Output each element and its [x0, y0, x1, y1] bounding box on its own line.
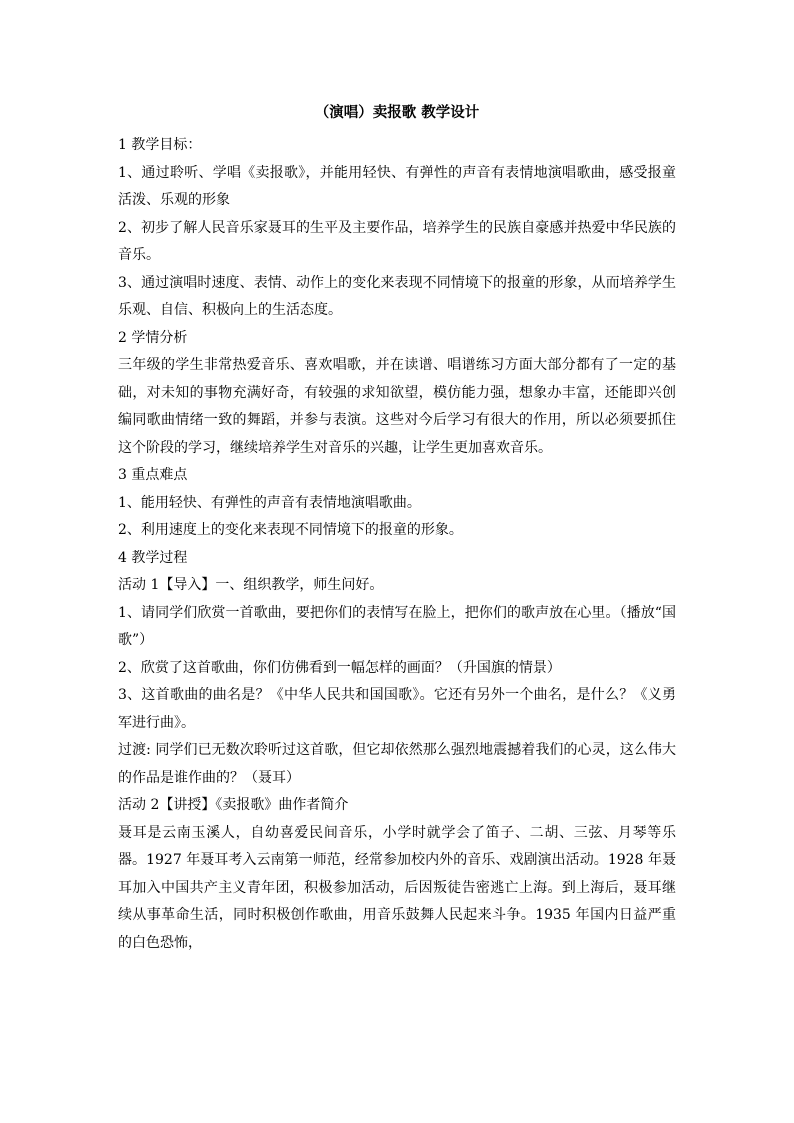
composer-bio-paragraph: 聂耳是云南玉溪人，自幼喜爱民间音乐，小学时就学会了笛子、二胡、三弦、月琴等乐器。1927 年聂耳考入云南第一师范，经常参加校内外的音乐、戏剧演出活动。1928 年聂耳加入中国共产主义青年团，积极参加活动，后因叛徒告密逃亡上海。到上海后，聂耳继续从事革命生活，同时积极创作歌曲，用音乐鼓舞人民起来斗争。1935 年国内日益严重的白色恐怖， [118, 824, 676, 951]
activity-1-title: 活动 1【导入】一、组织教学，师生问好。 [118, 577, 384, 593]
document-title: （演唱）卖报歌 教学设计 [314, 104, 480, 121]
key-point-2: 2、利用速度上的变化来表现不同情境下的报童的形象。 [118, 522, 463, 538]
section-heading-key-points: 3 重点难点 [118, 467, 188, 483]
objective-2: 2、初步了解人民音乐家聂耳的生平及主要作品，培养学生的民族自豪感并热爱中华民族的音乐。 [118, 219, 676, 263]
analysis-paragraph: 三年级的学生非常热爱音乐、喜欢唱歌，并在读谱、唱谱练习方面大部分都有了一定的基础，对未知的事物充满好奇，有较强的求知欲望，模仿能力强，想象办丰富，还能即兴创编同歌曲情绪一致的舞蹈，并参与表演。这些对今后学习有很大的作用，所以必须要抓住这个阶段的学习，继续培养学生对音乐的兴趣，让学生更加喜欢音乐。 [118, 357, 676, 456]
objective-1: 1、通过聆听、学唱《卖报歌》，并能用轻快、有弹性的声音有表情地演唱歌曲，感受报童活泼、乐观的形象 [118, 164, 676, 208]
transition-paragraph: 过渡: 同学们已无数次聆听过这首歌，但它却依然那么强烈地震撼着我们的心灵，这么伟大的作品是谁作曲的？（聂耳） [118, 742, 676, 786]
section-heading-objectives: 1 教学目标： [118, 137, 202, 153]
activity-1-step-2: 2、欣赏了这首歌曲，你们仿佛看到一幅怎样的画面？（升国旗的情景） [118, 659, 561, 676]
activity-2-title: 活动 2【讲授】《卖报歌》曲作者简介 [118, 797, 349, 813]
document-page [118, 100, 676, 957]
key-point-1: 1、能用轻快、有弹性的声音有表情地演唱歌曲。 [118, 494, 421, 511]
objective-3: 3、通过演唱时速度、表情、动作上的变化来表现不同情境下的报童的形象，从而培养学生乐观、自信、积极向上的生活态度。 [118, 274, 676, 318]
section-heading-analysis: 2 学情分析 [118, 329, 188, 346]
section-heading-process: 4 教学过程 [118, 549, 188, 566]
activity-1-step-3: 3、这首歌曲的曲名是？《中华人民共和国国歌》。它还有另外一个曲名，是什么？《义勇军进行曲》。 [118, 687, 676, 731]
activity-1-step-1: 1、请同学们欣赏一首歌曲，要把你们的表情写在脸上，把你们的歌声放在心里。（播放“国歌”） [118, 604, 676, 648]
